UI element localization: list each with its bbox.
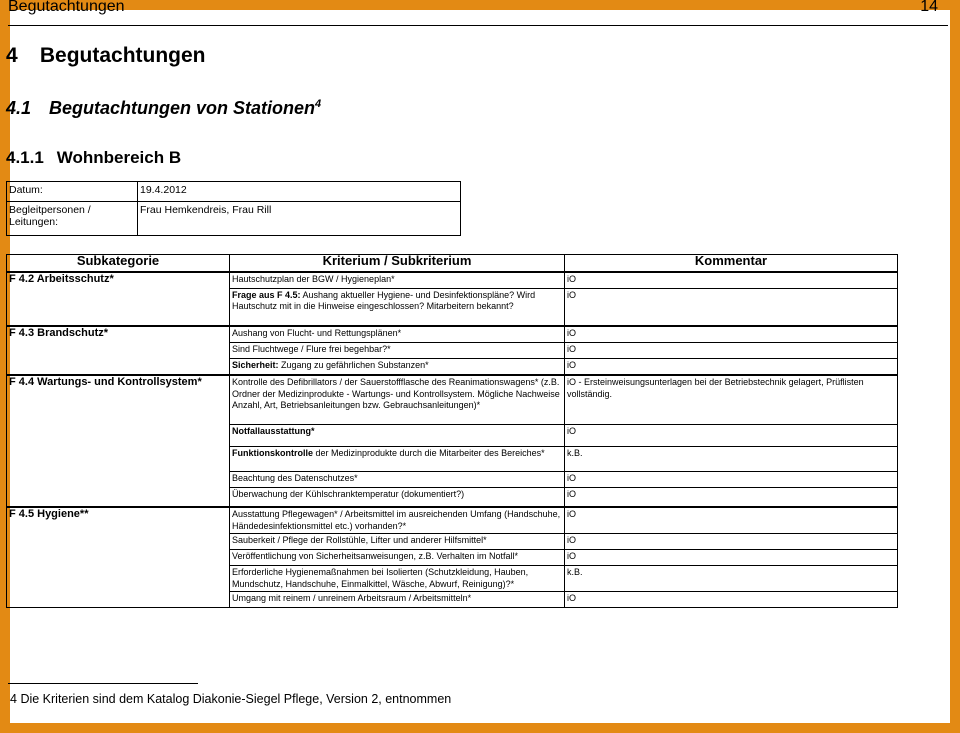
comment-cell: iO (565, 550, 898, 566)
criterion-bold-text: Funktionskontrolle (232, 447, 313, 458)
criterion-cell (230, 471, 565, 487)
criteria-group (7, 326, 898, 375)
document-page (6, 0, 950, 723)
criteria-table (6, 254, 898, 608)
persons-value: Frau Hemkendreis, Frau Rill (138, 202, 461, 236)
criterion-text: Erforderliche Hygienemaßnahmen bei Isolierten (Schutzkleidung, Hauben, Mundschutz, Handschuhe, Einmalkittel, Wäsche, Abwurf, Reinigung)?* (232, 567, 529, 589)
comment-cell: k.B. (565, 566, 898, 592)
header-page-number: 14 (920, 0, 938, 15)
table-row (7, 375, 898, 424)
info-row-persons (7, 202, 461, 236)
criterion-cell (230, 550, 565, 566)
col-header-comment: Kommentar (565, 255, 898, 273)
section-number: 4.1 (6, 98, 32, 118)
criterion-cell (230, 342, 565, 358)
criterion-text: Sauberkeit / Pflege der Rollstühle, Lifter und anderer Hilfsmittel* (232, 535, 487, 545)
comment-cell: iO (565, 272, 898, 288)
info-row-date (7, 182, 461, 202)
chapter-heading (6, 44, 206, 68)
date-value: 19.4.2012 (138, 182, 461, 202)
criterion-bold-text: Sicherheit: (232, 359, 279, 370)
comment-cell: iO (565, 507, 898, 534)
criterion-text: Kontrolle des Defibrillators / der Sauerstoffflasche des Reanimationswagens* (z.B. Ordner der Medizinprodukte - Wartungs- und Kontrollsystem. Mögliche Nachweise Anzahl, Art, Betriebsanleitungen bzw. Gebrauchsanleitungen)* (232, 377, 560, 410)
subsection-number: 4.1.1 (6, 148, 44, 167)
criteria-group (7, 375, 898, 507)
footnote-text: Die Kriterien sind dem Katalog Diakonie-Siegel Pflege, Version 2, entnommen (20, 692, 452, 706)
comment-cell: iO (565, 288, 898, 326)
criterion-cell (230, 288, 565, 326)
criterion-cell (230, 566, 565, 592)
criterion-cell (230, 375, 565, 424)
criteria-group (7, 507, 898, 608)
criterion-cell (230, 358, 565, 375)
comment-cell: iO (565, 326, 898, 342)
criterion-text: Umgang mit reinem / unreinem Arbeitsraum / Arbeitsmitteln* (232, 593, 472, 603)
criterion-text: Aushang aktueller Hygiene- und Desinfektionspläne? Wird Hautschutz mit in die Hinweise eingeschlossen? Mitarbeitern bekannt? (232, 289, 536, 311)
chapter-number: 4 (6, 44, 18, 67)
table-row (7, 507, 898, 534)
criterion-bold-text: Frage aus F 4.5: (232, 289, 301, 300)
comment-cell: iO (565, 471, 898, 487)
subcategory-cell: F 4.5 Hygiene** (7, 507, 230, 608)
header-section-title: Begutachtungen (8, 0, 125, 15)
criterion-text: Zugang zu gefährlichen Substanzen* (278, 359, 429, 370)
criterion-cell (230, 592, 565, 608)
comment-cell: iO (565, 592, 898, 608)
subsection-heading (6, 148, 181, 168)
table-row (7, 272, 898, 288)
subcategory-cell: F 4.4 Wartungs- und Kontrollsystem* (7, 375, 230, 507)
running-header (8, 0, 948, 26)
criterion-cell (230, 487, 565, 507)
chapter-title: Begutachtungen (39, 44, 206, 67)
subsection-title: Wohnbereich B (56, 148, 182, 167)
criterion-cell (230, 424, 565, 446)
comment-cell: k.B. (565, 446, 898, 471)
subcategory-cell: F 4.2 Arbeitsschutz* (7, 272, 230, 326)
comment-cell: iO (565, 358, 898, 375)
section-title: Begutachtungen von Stationen (49, 98, 316, 118)
col-header-subcategory: Subkategorie (7, 255, 230, 273)
criterion-cell (230, 446, 565, 471)
criterion-text: Veröffentlichung von Sicherheitsanweisungen, z.B. Verhalten im Notfall* (232, 551, 519, 561)
comment-cell: iO (565, 342, 898, 358)
comment-cell: iO (565, 534, 898, 550)
criterion-cell (230, 326, 565, 342)
comment-cell: iO (565, 487, 898, 507)
comment-cell: iO - Ersteinweisungsunterlagen bei der Betriebstechnik gelagert, Prüflisten vollständig. (565, 375, 898, 424)
table-header-row (7, 255, 898, 273)
criterion-text: Aushang von Flucht- und Rettungsplänen* (232, 328, 402, 338)
table-row (7, 326, 898, 342)
subcategory-cell: F 4.3 Brandschutz* (7, 326, 230, 375)
criteria-group (7, 272, 898, 326)
criterion-text: Überwachung der Kühlschranktemperatur (dokumentiert?) (232, 488, 465, 499)
footnote-separator (8, 683, 198, 684)
visit-info-table (6, 181, 461, 236)
col-header-criterion: Kriterium / Subkriterium (230, 255, 565, 273)
footnote-number: 4 (10, 692, 17, 706)
comment-cell: iO (565, 424, 898, 446)
date-label: Datum: (7, 182, 138, 202)
criterion-text: Ausstattung Pflegewagen* / Arbeitsmittel im ausreichenden Umfang (Handschuhe, Händedesinfektionsmittel etc.) vorhanden?* (232, 509, 561, 531)
criterion-cell (230, 507, 565, 534)
footnote-marker: 4 (315, 98, 322, 110)
criterion-cell (230, 534, 565, 550)
criterion-cell (230, 272, 565, 288)
criterion-text: Hautschutzplan der BGW / Hygieneplan* (232, 274, 395, 284)
footnote (10, 692, 451, 706)
criterion-text: Beachtung des Datenschutzes* (232, 472, 358, 483)
persons-label: Begleitpersonen / Leitungen: (7, 202, 138, 236)
criterion-text: der Medizinprodukte durch die Mitarbeiter des Bereiches* (313, 447, 545, 458)
section-heading (6, 98, 321, 119)
criterion-bold-text: Notfallausstattung* (232, 425, 315, 436)
criterion-text: Sind Fluchtwege / Flure frei begehbar?* (232, 343, 391, 354)
